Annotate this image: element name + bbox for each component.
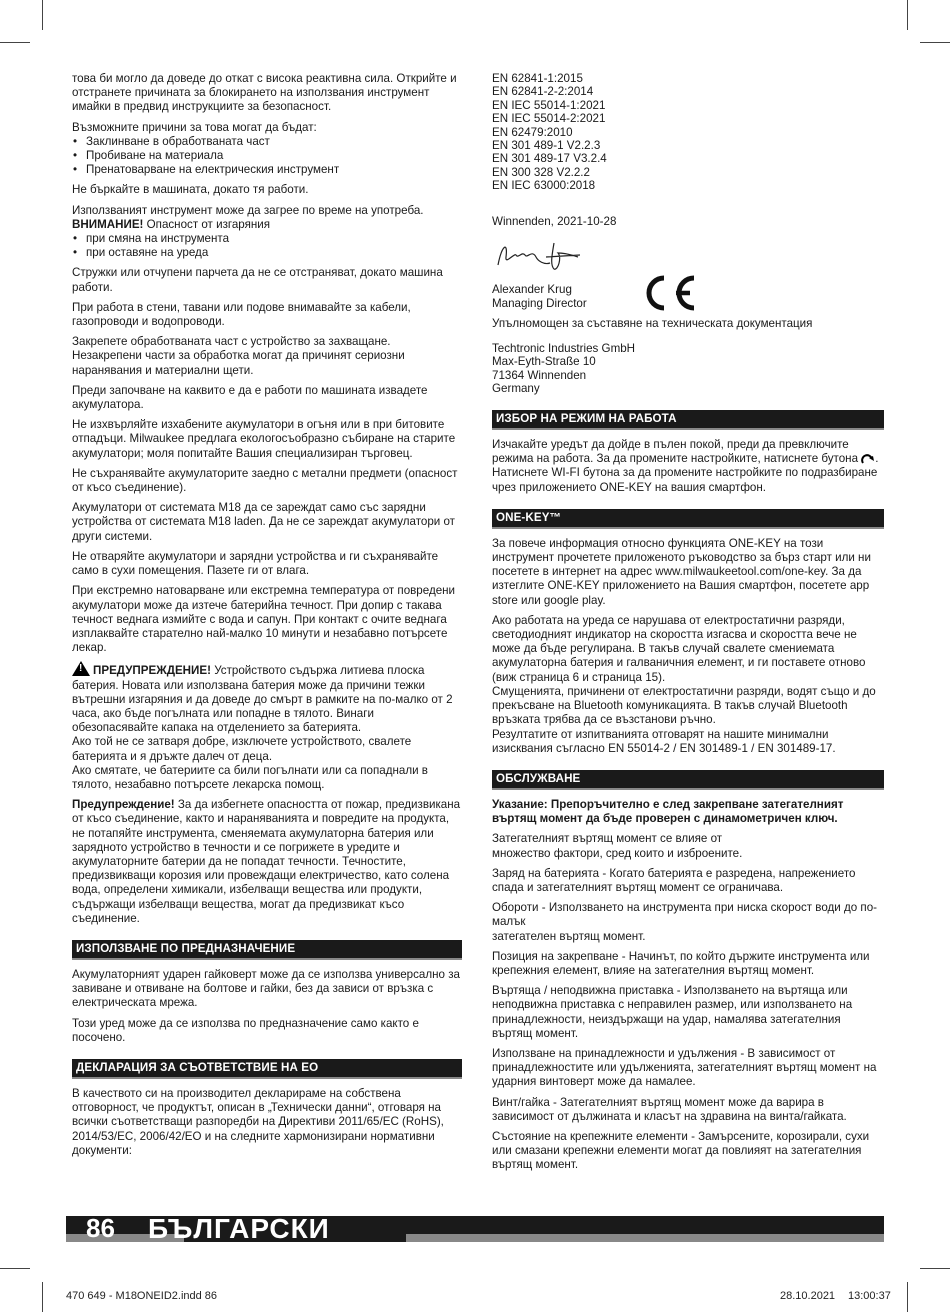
- left-column: [72, 72, 462, 1164]
- text: Използваният инструмент може да загрее по време на употреба.: [72, 203, 424, 217]
- address-line: Max-Eyth-Straße 10: [492, 355, 596, 369]
- warning-icon: [72, 661, 90, 676]
- paragraph: това би могло да доведе до откат с висока реактивна сила. Открийте и отстранете причината за блокирането на използвания инструмент имайки в предвид инструкциите за безопасност.: [72, 72, 457, 114]
- language-label: БЪЛГАРСКИ: [148, 1213, 330, 1244]
- crop-mark: [907, 0, 908, 30]
- text: множество фактори, сред които и изброените.: [492, 846, 743, 860]
- paragraph: В качеството си на производител декларираме на собствена отговорност, че продуктът, описан в „Технически данни“, отговаря на всички съответстващи разпоредби на Директиви 2011/65/EC (RoHS), 2014/53/EC, 2006/42/ЕО и на следните хармонизирани нормативни документи:: [72, 1086, 444, 1157]
- standard-item: EN 300 328 V2.2.2: [492, 165, 590, 179]
- list-item: • Заклинване в обработваната част: [72, 135, 462, 149]
- standard-item: EN 62841-2-2:2014: [492, 85, 594, 99]
- paragraph: Смущенията, причинени от електростатични разряди, водят също и до прекъсване на Bluetooth комуникацията. В такъв случай Bluetooth връзката трябва да се възстанови ръчно.: [492, 684, 876, 727]
- crop-mark: [920, 1268, 950, 1269]
- causes-list: [72, 135, 462, 178]
- text: затегателен въртящ момент.: [492, 929, 646, 943]
- paragraph: Този уред може да се използва по предназначение само както е посочено.: [72, 1016, 419, 1044]
- text: Обороти - Използването на инструмента при ниска скорост води до по-малък: [492, 901, 878, 929]
- paragraph: Ако работата на уреда се нарушава от електростатични разряди, светодиодният индикатор на скоростта изгасва и скоростта вече не може да бъде регулирана. В такъв случай свалете смениемата акумулаторна батерия и галваничния елемент, и ги поставете отново (виж страница 6 и страница 15).: [492, 613, 866, 684]
- standard-item: EN 301 489-17 V3.2.4: [492, 152, 607, 166]
- list-item: • при оставяне на уреда: [72, 246, 462, 260]
- text: Опасност от изгаряния: [143, 217, 271, 231]
- paragraph: Използване на принадлежности и удължения - В зависимост от принадлежностите или удълженията, затегателният въртящ момент на ударния винтоверт може да намалее.: [492, 1046, 877, 1089]
- section-heading-service: ОБСЛУЖВАНЕ: [492, 770, 884, 790]
- paragraph: [492, 901, 884, 944]
- paragraph: При екстремно натоварване или екстремна температура от повредени акумулатори може да изтече батерийна течност. При допир с такава течност веднага измийте с вода и сапун. При контакт с очите веднага изплаквайте старателно най-малко 10 минути и незабавно потърсете лекар.: [72, 584, 456, 655]
- section-heading-intended-use: ИЗПОЛЗВАНЕ ПО ПРЕДНАЗНАЧЕНИЕ: [72, 940, 462, 960]
- crop-mark: [0, 1268, 30, 1269]
- text: Затегателният въртящ момент се влияе от: [492, 832, 723, 846]
- section-heading-mode: ИЗБОР НА РЕЖИМ НА РАБОТА: [492, 410, 884, 430]
- service-note: [492, 798, 884, 826]
- section-heading-declaration: ДЕКЛАРАЦИЯ ЗА СЪОТВЕТСТВИЕ НА ЕО: [72, 1059, 462, 1079]
- standard-item: EN IEC 55014-2:2021: [492, 112, 606, 126]
- paragraph: Заряд на батерията - Когато батерията е разредена, напрежението спада и затегателният въртящ момент се ограничава.: [492, 866, 856, 894]
- paragraph: Не изхвърляйте изхабените акумулатори в огъня или в при битовите отпадъци. Milwaukee предлага екологосъобразно събиране на старите акумулатори; моля попитайте Вашия специализиран търговец.: [72, 418, 456, 460]
- paragraph: Акумулаторният ударен гайковерт може да се използва универсално за завиване и отвиване на болтове и гайки, без да зависи от връзка с електрическата мрежа.: [72, 967, 460, 1010]
- paragraph: Възможните причини за това могат да бъдат:: [72, 120, 317, 134]
- crop-mark: [42, 1282, 43, 1312]
- signature: [492, 235, 582, 275]
- text: Изчакайте уредът да дойде в пълен покой, преди да превключите режима на работа. За да промените настройките, натиснете бутона: [492, 438, 862, 466]
- section-heading-onekey: ONE-KEY™: [492, 509, 884, 529]
- paragraph: [72, 661, 462, 792]
- print-time: 13:00:37: [848, 1290, 891, 1302]
- paragraph: [492, 832, 884, 860]
- crop-mark: [0, 42, 30, 43]
- list-item: • при смяна на инструмента: [72, 232, 462, 246]
- place-date: Winnenden, 2021-10-28: [492, 214, 617, 228]
- address-line: Techtronic Industries GmbH: [492, 341, 636, 355]
- ce-mark-icon: [640, 272, 698, 314]
- signer-name: Alexander Krug: [492, 283, 572, 297]
- paragraph: Стружки или отчупени парчета да не се отстраняват, докато машина работи.: [72, 266, 443, 294]
- standards-list: [492, 72, 884, 193]
- mode-button-icon: [861, 453, 875, 464]
- print-date: 28.10.2021: [780, 1290, 836, 1302]
- list-item: • Пренатоварване на електрическия инструмент: [72, 163, 462, 177]
- standard-item: EN IEC 63000:2018: [492, 179, 596, 193]
- paragraph: [72, 798, 462, 926]
- crop-mark: [920, 42, 950, 43]
- warning-label: ПРЕДУПРЕЖДЕНИЕ!: [93, 664, 211, 678]
- standard-item: EN 301 489-1 V2.2.3: [492, 139, 601, 153]
- text: Устройството съдържа литиева плоска батерия. Новата или използвана батерия може да причини тежки вътрешни изгаряния и да доведе до смърт в рамките на по-малко от 2 часа, ако бъде погълната или попадне в тялото. Винаги обезопасявайте капака на отделението за батерията.: [72, 664, 453, 735]
- paragraph: Винт/гайка - Затегателният въртящ момент може да варира в зависимост от дължината и класът на здравина на винта/гайката.: [492, 1095, 847, 1123]
- address-line: 71364 Winnenden: [492, 368, 587, 382]
- paragraph: При работа в стени, тавани или подове внимавайте за кабели, газопроводи и водопроводи.: [72, 300, 411, 329]
- paragraph: Акумулатори от системата M18 да се зареждат само със зарядни устройства от системата M18 laden. Да не се зареждат акумулатори от други системи.: [72, 501, 455, 543]
- paragraph: Резултатите от изпитванията отговарят на нашите минимални изисквания съгласно EN 55014-2 / EN 301489-1 / EN 301489-17.: [492, 727, 836, 755]
- paragraph: [72, 204, 462, 232]
- signer-title: Managing Director: [492, 297, 587, 311]
- paragraph: Не отваряйте акумулатори и зарядни устройства и ги съхранявайте само в сухи помещения. Пазете ги от влага.: [72, 549, 439, 578]
- warning-label: Предупреждение!: [72, 798, 175, 812]
- right-column: [492, 72, 884, 1179]
- crop-mark: [907, 1282, 908, 1312]
- list-item: • Пробиване на материала: [72, 149, 462, 163]
- paragraph: Закрепете обработваната част с устройство за захващане. Незакрепени части за обработка могат да причинят сериозни наранявания и материални щети.: [72, 335, 405, 377]
- address: [492, 342, 884, 396]
- paragraph: Въртяща / неподвижна приставка - Използването на въртяща или неподвижна приставка с неправилен размер, или използването на принадлежности, неиздържащи на удар, намалява затегателния въртящ момент.: [492, 984, 853, 1040]
- text: . Натиснете WI-FI бутона за да промените настройките по подразбиране чрез приложението ONE-KEY на вашия смартфон.: [492, 452, 879, 494]
- authorized-text: Упълномощен за съставяне на техническата документация: [492, 317, 813, 331]
- paragraph: Позиция на закрепване - Начинът, по който държите инструмента или крепежния елемент, влияе на затегателния въртящ момент.: [492, 949, 870, 977]
- paragraph: Не съхранявайте акумулаторите заедно с метални предмети (опасност от късо съединение).: [72, 466, 458, 495]
- paragraph: Не бъркайте в машината, докато тя работи.: [72, 183, 309, 197]
- text: Ако той не се затваря добре, изключете устройството, свалете батерията и я дръжте далеч от деца.: [72, 735, 412, 763]
- paragraph: За повече информация относно функцията ONE-KEY на този инструмент прочетете приложеното ръководство за бърз старт или ни посетете в интернет на адрес www.milwaukeetool.com/one-key. За да изтеглите ONE-KEY приложението на Вашия смартфон, посетете app store или google play.: [492, 536, 871, 607]
- standard-item: EN 62479:2010: [492, 125, 573, 139]
- standard-item: EN IEC 55014-1:2021: [492, 98, 606, 112]
- paragraph: [492, 438, 884, 495]
- file-info: 470 649 - M18ONEID2.indd 86: [66, 1290, 218, 1302]
- page-number: 86: [86, 1213, 115, 1243]
- standard-item: EN 62841-1:2015: [492, 72, 583, 85]
- address-line: Germany: [492, 382, 540, 396]
- burns-list: [72, 232, 462, 260]
- crop-mark: [42, 0, 43, 30]
- note-text: Указание: Препоръчително е след закрепване затегателният въртящ момент да бъде проверен с динамометричен ключ.: [492, 797, 844, 826]
- paragraph: Преди започване на каквито е да е работи по машината извадете акумулатора.: [72, 383, 428, 412]
- text: Ако смятате, че батериите са били погълнати или са попаднали в тялото, незабавно потърсете лекарска помощ.: [72, 763, 428, 791]
- paragraph: Състояние на крепежните елементи - Замърсените, корозирали, сухи или смазани крепежни елементи могат да повлияят на затегателния въртящ момент.: [492, 1129, 870, 1172]
- text: За да избегнете опасността от пожар, предизвикана от късо съединение, както и нараняванията и повредите на продукта, не потапяйте инструмента, сменяемата акумулаторна батерия или зарядното устройство в течности и се погрижете в уредите и акумулаторните батерии да не попадат течности. Течностите, предизвикващи корозия или провеждащи електричество, като солена вода, определени химикали, избелващи вещества или продукти, съдържащи избелващи вещества, могат да предизвикат късо съединение.: [72, 798, 461, 925]
- warning-label: ВНИМАНИЕ!: [72, 217, 144, 231]
